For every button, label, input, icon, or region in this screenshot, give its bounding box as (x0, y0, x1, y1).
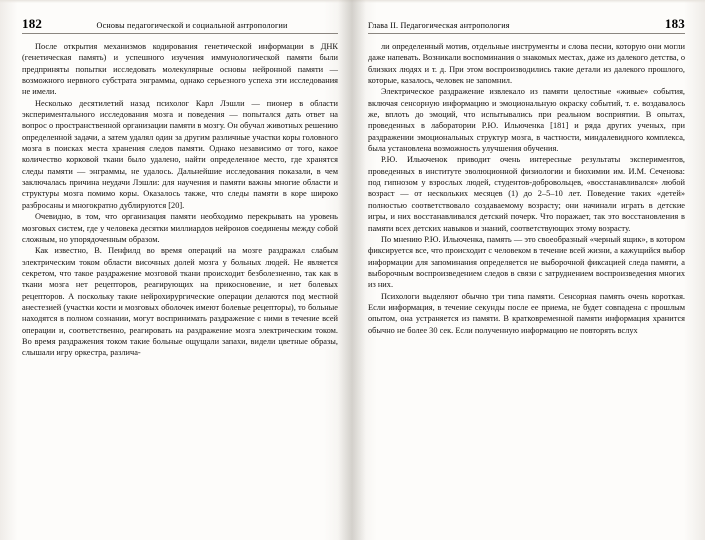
header-rule-right (368, 33, 685, 34)
header-rule-left (22, 33, 338, 34)
running-head-left (22, 16, 338, 30)
paragraph: ли определенный мотив, отдельные инструменты и слова песни, которую они могли даже напевать. Возникали воспоминания о знакомых местах, даже из далекого детства, о близких людях и т. д. При этом воспроизводились такие детали из далекого прошлого, которые, казалось, человек не запомнил. (368, 42, 685, 86)
body-text-right (368, 41, 685, 336)
paragraph: Р.Ю. Ильюченок приводит очень интересные результаты экспериментов, проведенных в институте эволюционной физиологии и биохимии им. И.М. Сеченова: под гипнозом у взрослых людей, студентов-добровольцев, «восстанавливался» любой возраст — от нескольких месяцев (1) до 2–5–10 лет. Поведение таких «детей» полностью соответствовало создаваемому возрасту; они начинали играть в детские игры, и них восстанавливался детский почерк. Что поражает, так это восстановления в памяти всех детских навыков и знаний, соответствующих этому возрасту. (368, 155, 685, 233)
page-edge-highlight (0, 0, 352, 3)
paragraph: Очевидно, в том, что организация памяти необходимо перекрывать на уровень мозговых систем, где у человека десятки миллиардов нейронов соединены между собой сложным, но упорядоченным образом. (22, 212, 338, 244)
folio-right: 183 (664, 16, 685, 31)
paragraph: Несколько десятилетий назад психолог Карл Лэшли — пионер в области экспериментального исследования мозга и поведения — попытался дать ответ на вопрос о пространственной организации памяти в мозгу. Он обучал животных решению определенной задачи, а затем удалял один за другим различные участки коры головного мозга в поисках места хранения следов памяти. Однако независимо от того, какое количество корковой ткани было удалено, найти определенное место, где хранятся следы памяти — энграммы, не удалось. Дальнейшие исследования показали, в чем заключалась причина неудачи Лэшли: для научения и памяти важны многие области и структуры мозга помимо коры. Оказалось также, что следы памяти в коре широко разбросаны и многократно дублируются [20]. (22, 98, 338, 210)
running-head-right (368, 16, 685, 30)
gutter-shadow-right (352, 0, 366, 540)
paragraph: После открытия механизмов кодирования генетической информации в ДНК (генетическая память) и успешного изучения иммунологической памяти были предприняты попытки исследовать молекулярные основы нейронной памяти — возможного нервного субстрата энграммы, однако серьезного успеха эти исследования не имели. (22, 42, 338, 97)
body-text-left (22, 41, 338, 359)
paragraph: Психологи выделяют обычно три типа памяти. Сенсорная память очень короткая. Если информация, в течение секунды после ее приема, не будет совпадена с прошлым опытом, она устраняется из памяти. В кратковременной памяти информация хранится обычно не более 30 сек. Если полученную информацию не повторять вслух (368, 291, 685, 335)
folio-left: 182 (22, 16, 43, 31)
gutter-shadow-left (338, 0, 352, 540)
running-head-title-left: Основы педагогической и социальной антропологии (96, 21, 288, 30)
paragraph: Электрическое раздражение извлекало из памяти целостные «живые» события, включая сенсорную информацию и эмоциональную окраску событий, т. е. воздавалось же, вплоть до эмоций, что испытывались при реальном восприятии. В опытах, проведенных в лаборатории Р.Ю. Ильюченка [181] и ряда других ученых, при раздражении эмоциональных структур мозга, в частности, миндалевидного комплекса, была установлена возможность улучшения обучения. (368, 87, 685, 154)
paragraph: Как известно, В. Пенфилд во время операций на мозге раздражал слабым электрическим током области височных долей мозга у больных людей. Не является секретом, что такое раздражение мозговой ткани происходит безболезненно, так как в ткани мозга нет рецепторов, реагирующих на прикосновение, и нет болевых рецепторов. А поскольку такие нейрохирургические операции делаются под местной анестезией (участки кости и мозговых оболочек имеют болевые рецепторы), то больные находятся в полном сознании, могут воспринимать раздражение с ними в течение всей операции и, соответственно, реагировать на раздражение мозга электрическим током. Во время раздражения током такие больные ощущали запахи, видели цветные образы, слышали игру оркестра, различа- (22, 246, 338, 358)
page-right (352, 0, 705, 540)
page-left (0, 0, 352, 540)
page-edge-highlight (352, 0, 705, 3)
running-head-title-right: Глава II. Педагогическая антропология (368, 21, 510, 30)
paragraph: По мнению Р.Ю. Ильюченка, память — это своеобразный «черный ящик», в котором фиксируется все, что происходит с человеком в течение всей жизни, а кажущийся выбор информации для запоминания определяется не выборочной фиксацией следа памяти, а выборочным воспроизведением следов в связи с затруднением воспроизведения многих из них. (368, 234, 685, 290)
